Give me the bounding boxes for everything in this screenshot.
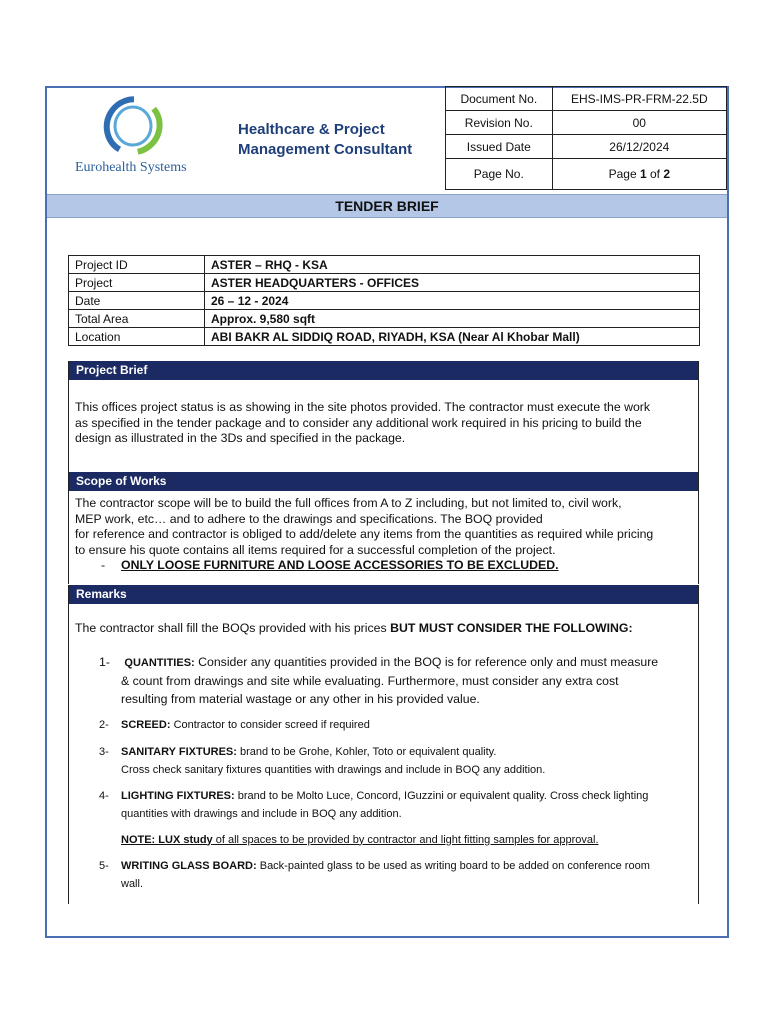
project-label: Date bbox=[69, 292, 205, 310]
doc-value: EHS-IMS-PR-FRM-22.5D bbox=[552, 87, 726, 111]
remarks-section bbox=[68, 585, 699, 904]
project-info-table bbox=[68, 255, 700, 346]
item-text: Cross check sanitary fixtures quantities with drawings and include in BOQ any addition. bbox=[121, 763, 546, 776]
doc-label: Revision No. bbox=[446, 111, 553, 135]
table-row bbox=[69, 256, 700, 274]
exclusion-note: ONLY LOOSE FURNITURE AND LOOSE ACCESSORIES TO BE EXCLUDED. bbox=[121, 558, 559, 572]
project-brief-text bbox=[69, 380, 698, 447]
scope-line: MEP work, etc… and to adhere to the drawings and specifications. The BOQ provided bbox=[75, 511, 543, 526]
item-label: LIGHTING FIXTURES: bbox=[121, 789, 235, 802]
project-brief-line: This offices project status is as showing in the site photos provided. The contractor must execute the work bbox=[75, 400, 651, 414]
item-text: brand to be Grohe, Kohler, Toto or equivalent quality. bbox=[236, 745, 497, 758]
scope-line: to ensure his quote contains all items required for a successful completion of the project. bbox=[75, 542, 556, 557]
table-row bbox=[69, 310, 700, 328]
project-label: Total Area bbox=[69, 310, 205, 328]
item-text: quantities with drawings and include in BOQ any addition. bbox=[121, 807, 402, 820]
doc-value: 26/12/2024 bbox=[552, 135, 726, 159]
document-info-table bbox=[445, 86, 727, 190]
doc-row-issued-date bbox=[446, 135, 727, 159]
item-text: brand to be Molto Luce, Concord, IGuzzini or equivalent quality. Cross check lighting bbox=[234, 789, 649, 802]
remark-item-quantities bbox=[75, 653, 692, 708]
lighting-note bbox=[121, 831, 692, 849]
scope-line: The contractor scope will be to build the full offices from A to Z including, but not limited to, civil work, bbox=[75, 496, 622, 510]
item-text: Back-painted glass to be used as writing board to be added on conference room bbox=[256, 859, 650, 872]
remarks-intro-bold: BUT MUST CONSIDER THE FOLLOWING: bbox=[390, 621, 633, 635]
page-current: 1 bbox=[639, 167, 647, 181]
project-value: ASTER HEADQUARTERS - OFFICES bbox=[205, 274, 700, 292]
item-label: WRITING GLASS BOARD: bbox=[121, 859, 257, 872]
project-value: Approx. 9,580 sqft bbox=[205, 310, 700, 328]
scope-heading: Scope of Works bbox=[69, 472, 698, 491]
remark-item-glass-board bbox=[75, 857, 692, 893]
bullet-marker: - bbox=[101, 558, 106, 572]
document-header bbox=[47, 88, 727, 194]
remark-item-lighting bbox=[75, 787, 692, 849]
item-label: QUANTITIES: bbox=[124, 656, 195, 669]
document-title: TENDER BRIEF bbox=[47, 194, 727, 218]
scope-text bbox=[69, 491, 698, 574]
item-text: & count from drawings and site while evaluating. Furthermore, must consider any extra cost bbox=[121, 673, 619, 688]
doc-label: Document No. bbox=[446, 87, 553, 111]
project-brief-heading: Project Brief bbox=[69, 361, 698, 380]
doc-label: Issued Date bbox=[446, 135, 553, 159]
logo-ring-icon bbox=[97, 96, 169, 158]
company-logo bbox=[69, 96, 199, 176]
project-value: ABI BAKR AL SIDDIQ ROAD, RIYADH, KSA (Near Al Khobar Mall) bbox=[205, 328, 700, 346]
item-text: wall. bbox=[121, 877, 144, 890]
project-label: Project bbox=[69, 274, 205, 292]
remarks-body bbox=[69, 604, 698, 893]
project-label: Project ID bbox=[69, 256, 205, 274]
project-brief-line: design as illustrated in the 3Ds and specified in the package. bbox=[75, 431, 406, 445]
doc-row-revision bbox=[446, 111, 727, 135]
item-text: resulting from material wastage or any other in his provided value. bbox=[121, 691, 480, 706]
remark-item-screed bbox=[75, 716, 692, 734]
company-line-1: Healthcare & Project bbox=[238, 121, 385, 138]
logo-text: Eurohealth Systems bbox=[75, 160, 187, 175]
item-text: Consider any quantities provided in the BOQ is for reference only and must measure bbox=[194, 654, 659, 669]
doc-row-page bbox=[446, 159, 727, 190]
company-name bbox=[238, 120, 412, 160]
item-number: 4- bbox=[99, 789, 109, 802]
company-line-2: Management Consultant bbox=[238, 141, 413, 158]
page-of: of bbox=[646, 167, 664, 181]
doc-value: 00 bbox=[552, 111, 726, 135]
document-frame bbox=[45, 86, 729, 938]
remarks-intro bbox=[75, 621, 692, 637]
page-total: 2 bbox=[663, 167, 671, 181]
item-number: 3- bbox=[99, 745, 109, 758]
item-number: 2- bbox=[99, 718, 109, 731]
project-brief-section bbox=[68, 361, 699, 473]
table-row bbox=[69, 328, 700, 346]
table-row bbox=[69, 292, 700, 310]
item-label: SANITARY FIXTURES: bbox=[121, 745, 237, 758]
scope-line: for reference and contractor is obliged to add/delete any items from the quantities as required while pricing bbox=[75, 527, 654, 541]
table-row bbox=[69, 274, 700, 292]
scope-section bbox=[68, 472, 699, 584]
project-label: Location bbox=[69, 328, 205, 346]
page-number bbox=[552, 159, 726, 190]
doc-label: Page No. bbox=[446, 159, 553, 190]
project-value: ASTER – RHQ - KSA bbox=[205, 256, 700, 274]
doc-row-document-no bbox=[446, 87, 727, 111]
remarks-heading: Remarks bbox=[69, 585, 698, 604]
page-prefix: Page bbox=[608, 167, 640, 181]
remark-item-sanitary bbox=[75, 743, 692, 779]
item-label: SCREED: bbox=[121, 718, 171, 731]
note-label: NOTE: LUX study bbox=[121, 833, 213, 846]
remarks-intro-text: The contractor shall fill the BOQs provided with his prices bbox=[75, 621, 391, 635]
note-text: of all spaces to be provided by contractor and light fitting samples for approval. bbox=[212, 833, 599, 846]
item-number: 5- bbox=[99, 859, 109, 872]
item-text: Contractor to consider screed if required bbox=[170, 718, 370, 731]
project-brief-line: as specified in the tender package and to consider any additional work required in his pricing to build the bbox=[75, 415, 642, 430]
scope-bullet bbox=[75, 558, 692, 574]
project-value: 26 – 12 - 2024 bbox=[205, 292, 700, 310]
item-number: 1- bbox=[99, 654, 110, 669]
